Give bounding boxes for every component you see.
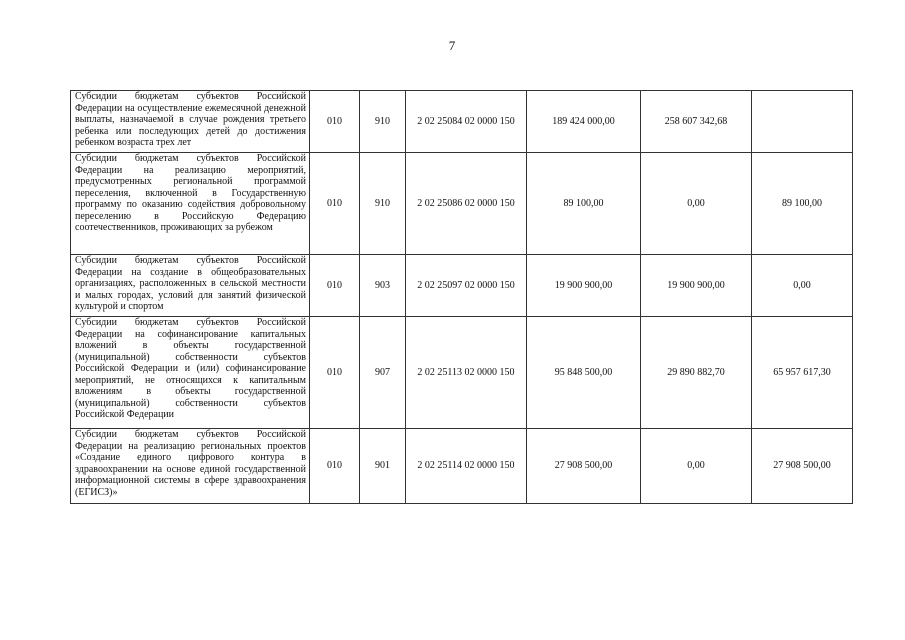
admin-code: 010: [310, 317, 360, 429]
budget-table: [70, 90, 853, 504]
department-code: 910: [360, 91, 406, 153]
executed-amount: 0,00: [641, 429, 752, 504]
budget-classification-code: 2 02 25114 02 0000 150: [406, 429, 527, 504]
department-code: 901: [360, 429, 406, 504]
remaining-amount: 0,00: [752, 255, 853, 317]
table-row: [71, 317, 853, 429]
budget-classification-code: 2 02 25097 02 0000 150: [406, 255, 527, 317]
table-row: [71, 429, 853, 504]
table-row: [71, 255, 853, 317]
remaining-amount: [752, 91, 853, 153]
planned-amount: 189 424 000,00: [527, 91, 641, 153]
planned-amount: 19 900 900,00: [527, 255, 641, 317]
page-number: 7: [448, 38, 456, 53]
table-row: [71, 91, 853, 153]
row-description: Субсидии бюджетам субъектов Российской Федерации на реализацию региональных проектов «Создание единого цифрового контура в здравоохранении на основе единой государственной информационной системы в сфере здравоохранения (ЕГИСЗ)»: [71, 429, 310, 504]
admin-code: 010: [310, 153, 360, 255]
planned-amount: 95 848 500,00: [527, 317, 641, 429]
admin-code: 010: [310, 429, 360, 504]
admin-code: 010: [310, 91, 360, 153]
remaining-amount: 89 100,00: [752, 153, 853, 255]
department-code: 907: [360, 317, 406, 429]
row-description: Субсидии бюджетам субъектов Российской Федерации на осуществление ежемесячной денежной выплаты, назначаемой в случае рождения третьего ребенка или последующих детей до достижения ребенком возраста трех лет: [71, 91, 310, 153]
table-row: [71, 153, 853, 255]
planned-amount: 89 100,00: [527, 153, 641, 255]
budget-classification-code: 2 02 25113 02 0000 150: [406, 317, 527, 429]
remaining-amount: 65 957 617,30: [752, 317, 853, 429]
department-code: 910: [360, 153, 406, 255]
row-description: Субсидии бюджетам субъектов Российской Федерации на создание в общеобразовательных организациях, расположенных в сельской местности и малых городах, условий для занятий физической культурой и спортом: [71, 255, 310, 317]
executed-amount: 29 890 882,70: [641, 317, 752, 429]
executed-amount: 0,00: [641, 153, 752, 255]
row-description: Субсидии бюджетам субъектов Российской Федерации на софинансирование капитальных вложений в объекты государственной (муниципальной) собственности субъектов Российской Федерации и (или) софинансирование мероприятий, не относящихся к капитальным вложениям в объекты государственной (муниципальной) собственности субъектов Российской Федерации: [71, 317, 310, 429]
budget-classification-code: 2 02 25084 02 0000 150: [406, 91, 527, 153]
budget-classification-code: 2 02 25086 02 0000 150: [406, 153, 527, 255]
remaining-amount: 27 908 500,00: [752, 429, 853, 504]
admin-code: 010: [310, 255, 360, 317]
row-description: Субсидии бюджетам субъектов Российской Федерации на реализацию мероприятий, предусмотренных региональной программой переселения, включенной в Государственную программу по оказанию содействия добровольному переселению в Российскую Федерацию соотечественников, проживающих за рубежом: [71, 153, 310, 255]
department-code: 903: [360, 255, 406, 317]
executed-amount: 19 900 900,00: [641, 255, 752, 317]
executed-amount: 258 607 342,68: [641, 91, 752, 153]
planned-amount: 27 908 500,00: [527, 429, 641, 504]
